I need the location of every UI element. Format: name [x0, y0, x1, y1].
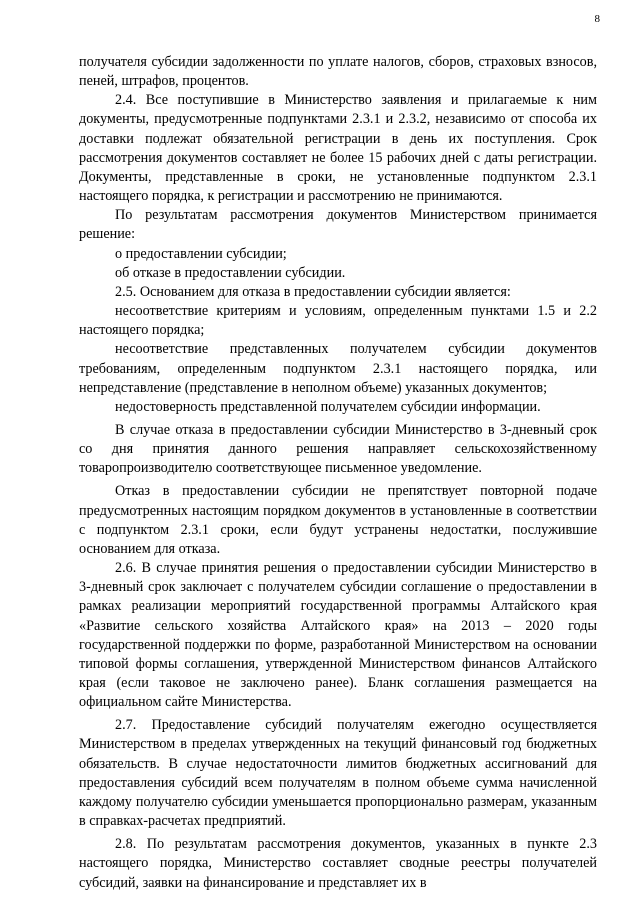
paragraph-refusal-notice: В случае отказа в предоставлении субсидии Министерство в 3-дневный срок со дня принятия данного решения направляет сельскохозяйственному товаропроизводителю соответствующее письменное уведомление. [79, 421, 597, 477]
paragraph-decision-intro: По результатам рассмотрения документов Министерством принимается решение: [79, 207, 597, 243]
document-body [79, 53, 597, 893]
paragraph-2-4: 2.4. Все поступившие в Министерство заявления и прилагаемые к ним документы, предусмотренные подпунктами 2.3.1 и 2.3.2, независимо от способа их доставки подлежат обязательной регистрации в день их поступления. Срок рассмотрения документов составляет не более 15 рабочих дней с даты регистрации. Документы, представленные в сроки, не установленные подпунктом 2.3.1 настоящего порядка, к регистрации и рассмотрению не принимаются. [79, 92, 597, 205]
list-item-documents: несоответствие представленных получателем субсидии документов требованиям, определенным подпунктом 2.3.1 настоящего порядка, или непредставление (представление в неполном объеме) указанных документов; [79, 341, 597, 396]
paragraph-continuation: получателя субсидии задолженности по уплате налогов, сборов, страховых взносов, пеней, штрафов, процентов. [79, 54, 597, 90]
paragraph-2-8: 2.8. По результатам рассмотрения документов, указанных в пункте 2.3 настоящего порядка, Министерство составляет сводные реестры получателей субсидий, заявки на финансирование и представляет их в [79, 836, 597, 891]
list-item-criteria: несоответствие критериям и условиям, определенным пунктами 1.5 и 2.2 настоящего порядка; [79, 303, 597, 339]
list-item-inaccuracy: недостоверность представленной получателем субсидии информации. [115, 398, 541, 415]
list-item-grant: о предоставлении субсидии; [115, 245, 287, 262]
paragraph-2-7: 2.7. Предоставление субсидий получателям ежегодно осуществляется Министерством в пределах утвержденных на текущий финансовый год бюджетных обязательств. В случае недостаточности лимитов бюджетных ассигнований для предоставления субсидий всем получателям в полном объеме сумма начисленной каждому получателю субсидии уменьшается пропорционально размерам, указанным в справках-расчетах предприятий. [79, 717, 597, 830]
paragraph-2-6: 2.6. В случае принятия решения о предоставлении субсидии Министерство в 3-дневный срок заключает с получателем субсидии соглашение о предоставлении в рамках реализации мероприятий государственной программы Алтайского края «Развитие сельского хозяйства Алтайского края» на 2013 – 2020 годы государственной поддержки по форме, разработанной Министерством на основании типовой формы соглашения, утвержденной Министерством финансов Алтайского края (если таковое не заключено ранее). Бланк соглашения размещается на официальном сайте Министерства. [79, 560, 597, 711]
page-number: 8 [594, 13, 600, 25]
paragraph-2-5: 2.5. Основанием для отказа в предоставлении субсидии является: [115, 283, 511, 300]
list-item-refusal: об отказе в предоставлении субсидии. [115, 264, 346, 281]
paragraph-resubmission: Отказ в предоставлении субсидии не препятствует повторной подаче предусмотренных настоящим порядком документов в установленные в соответствии с подпунктом 2.3.1 сроки, если будут устранены недостатки, послужившие основанием для отказа. [79, 483, 597, 557]
